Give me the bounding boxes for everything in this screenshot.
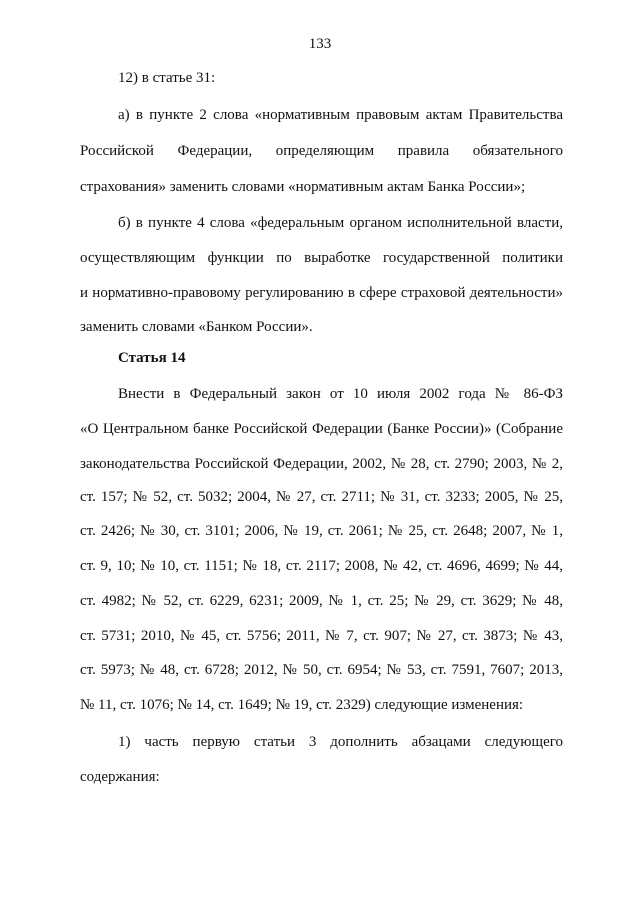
text-line: 12) в статье 31:	[118, 70, 216, 86]
text-line: ст. 2426; № 30, ст. 3101; 2006, № 19, ст. 2061; № 25, ст. 2648; 2007, № 1,	[80, 523, 563, 539]
text-line: 1) часть первую статьи 3 дополнить абзацами следующего	[118, 734, 563, 750]
text-line: Российской Федерации, определяющим правила обязательного	[80, 143, 563, 159]
text-line: ст. 157; № 52, ст. 5032; 2004, № 27, ст. 2711; № 31, ст. 3233; 2005, № 25,	[80, 489, 563, 505]
text-line: содержания:	[80, 769, 160, 785]
text-line: законодательства Российской Федерации, 2002, № 28, ст. 2790; 2003, № 2,	[80, 456, 563, 472]
text-line: ст. 9, 10; № 10, ст. 1151; № 18, ст. 2117; 2008, № 42, ст. 4696, 4699; № 44,	[80, 558, 563, 574]
text-line: «О Центральном банке Российской Федерации (Банке России)» (Собрание	[80, 421, 563, 437]
text-line: и нормативно-правовому регулированию в сфере страховой деятельности»	[80, 285, 563, 301]
text-line: № 11, ст. 1076; № 14, ст. 1649; № 19, ст. 2329) следующие изменения:	[80, 697, 524, 713]
text-line: ст. 5973; № 48, ст. 6728; 2012, № 50, ст. 6954; № 53, ст. 7591, 7607; 2013,	[80, 662, 563, 678]
text-line: ст. 5731; 2010, № 45, ст. 5756; 2011, № 7, ст. 907; № 27, ст. 3873; № 43,	[80, 628, 563, 644]
text-line: осуществляющим функции по выработке государственной политики	[80, 250, 563, 266]
text-line: страхования» заменить словами «нормативным актам Банка России»;	[80, 179, 526, 195]
text-line: ст. 4982; № 52, ст. 6229, 6231; 2009, № 1, ст. 25; № 29, ст. 3629; № 48,	[80, 593, 563, 609]
text-line: а) в пункте 2 слова «нормативным правовым актам Правительства	[118, 107, 563, 123]
page-number: 133	[308, 36, 332, 52]
text-line: заменить словами «Банком России».	[80, 319, 313, 335]
text-line: б) в пункте 4 слова «федеральным органом исполнительной власти,	[118, 215, 563, 231]
article-heading: Статья 14	[118, 350, 186, 366]
text-line: Внести в Федеральный закон от 10 июля 2002 года № 86-ФЗ	[118, 386, 563, 402]
